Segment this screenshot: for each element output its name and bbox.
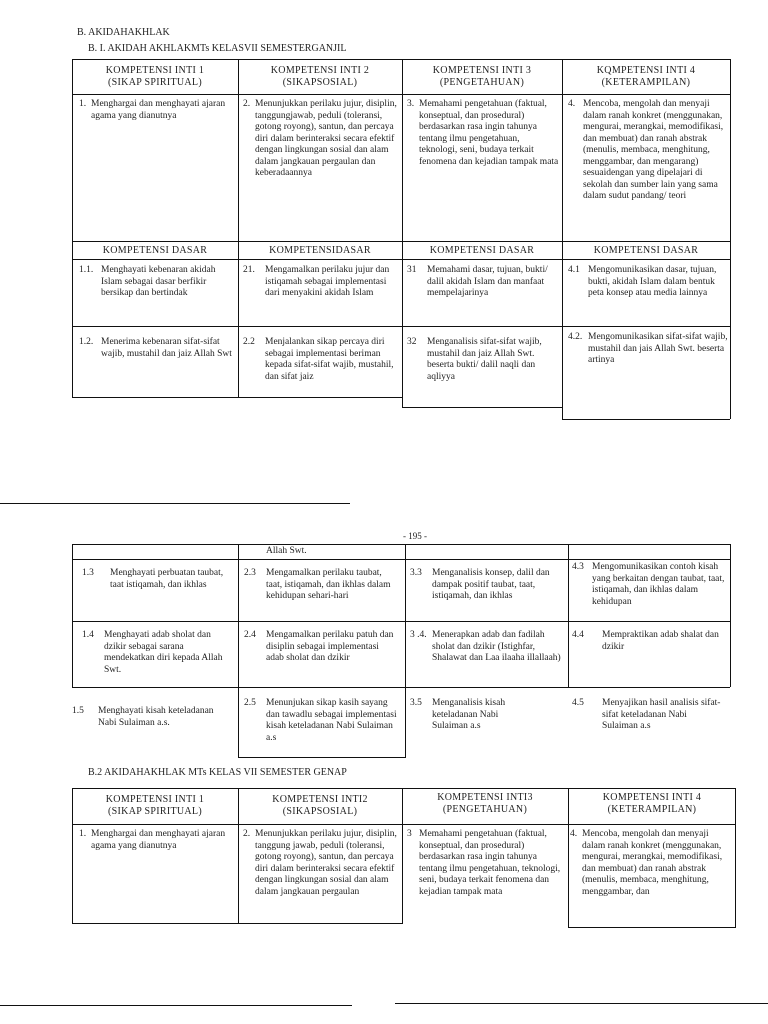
- kd-3-1: 31 Memahami dasar, tujuan, bukti/ dalil akidah Islam dan manfaat mempelajarinya: [407, 265, 548, 298]
- section-title: B. AKIDAHAKHLAK: [77, 27, 170, 38]
- kd-3-4: 3 .4. Menerapkan adab dan fadilah sholat dan dzikir (Istighfar, Shalawat dan Laa ilaaha illallaah): [410, 630, 561, 663]
- kd-1-4: 1.4 Menghayati adab sholat dan dzikir sebagai sarana mendekatkan diri kepada Allah Swt.: [82, 630, 223, 675]
- kd-2-5: 2.5 Menunjukan sikap kasih sayang dan tawadlu sebagai implementasi kisah keteladanan Nabi Sulaiman a.s: [244, 698, 397, 743]
- kd-1-1: 1.1. Menghayati kebenaran akidah Islam sebagai dasar berfikir bersikap dan bertindak: [79, 265, 216, 298]
- b2-ki2-content: 2. Menunjukkan perilaku jujur, disiplin, tanggung jawab, peduli (toleransi, gotong royong), santun, dan percaya diri dalam berinteraksi secara efektif dengan lingkungan sosial dan alam dalam jangkauan pergaulan: [243, 829, 397, 897]
- kd-4-3: 4.3 Mengomunikasikan contoh kisah yang berkaitan dengan taubat, taat, istiqamah, dan ikhlas dalam kehidupan: [572, 562, 725, 607]
- b2-ki3-content: 3 Memahami pengetahuan (faktual, konseptual, dan prosedural) berdasarkan rasa ingin tahunya tentang ilmu pengetahuan, teknologi, seni, budaya terkait fenomena dan kejadian tampak mata: [407, 829, 561, 897]
- kd-2-4: 2.4 Mengamalkan perilaku patuh dan disiplin sebagai implementasi adab sholat dan dzikir: [244, 630, 394, 663]
- kd-4-5: 4.5 Menyajikan hasil analisis sifat-sifat keteladanan Nabi Sulaiman a.s: [572, 698, 721, 731]
- kd2-header: KOMPETENSIDASAR: [269, 245, 371, 256]
- kd-3-3: 3.3 Menganalisis konsep, dalil dan dampak positif taubat, taat, istiqamah, dan ikhlas: [410, 568, 550, 601]
- kd-2-2: 2.2 Menjalankan sikap percaya diri sebagai implementasi beriman kepada sifat-sifat wajib, mustahil, dan sifat jaiz: [243, 337, 394, 382]
- kd-2-3: 2.3 Mengamalkan perilaku taubat, taat, istiqamah, dan ikhlas dalam kehidupan sehari-hari: [244, 568, 391, 601]
- kd-4-2: 4.2. Mengomunikasikan sifat-sifat wajib, mustahil dan jais Allah Swt. beserta artinya: [568, 332, 728, 365]
- kd-2-1: 21. Mengamalkan perilaku jujur dan istiqamah sebagai implementasi dari menyakini akidah Islam: [243, 265, 390, 298]
- ki3-header: KOMPETENSI INTI 3 (PENGETAHUAN): [432, 65, 532, 88]
- kd1-header: KOMPETENSI DASAR: [102, 245, 208, 256]
- kd4-header: KOMPETENSI DASAR: [593, 245, 699, 256]
- b2-ki3-header: KOMPETENSI INTI3 (PENGETAHUAN): [437, 792, 533, 815]
- b2-ki2-header: KOMPETENSI INTI2 (SIKAPSOSIAL): [272, 794, 368, 817]
- section-b2-title: B.2 AKIDAHAKHLAK MTs KELAS VII SEMESTER GENAP: [88, 767, 347, 778]
- kd3-header: KOMPETENSI DASAR: [429, 245, 535, 256]
- page-number: - 195 -: [403, 531, 427, 541]
- ki1-header: KOMPETENSI INTI 1 (SIKAP SPIRITUAL): [105, 65, 205, 88]
- ki4-content: 4. Mencoba, mengolah dan menyaji dalam ranah konkret (menggunakan, mengurai, merangkai, memodifikasi, dan membuat) dan ranah abstrak (menulis, membaca, menghitung, menggambar, dan mengarang) sesuaidengan yang dipelajari di sekolah dan sumber lain yang sama dalam sudut pandang/ teori: [568, 99, 724, 201]
- ki1-content: 1. Menghargai dan menghayati ajaran agama yang dianutnya: [79, 99, 226, 121]
- b2-ki1-content: 1. Menghargai dan menghayati ajaran agama yang dianutnya: [79, 829, 226, 851]
- b2-ki1-header: KOMPETENSI INTI 1 (SIKAP SPIRITUAL): [105, 794, 205, 817]
- b2-ki4-header: KOMPETENSI INTI 4 (KETERAMPILAN): [602, 792, 702, 815]
- ki2-content: 2. Menunjukkan perilaku jujur, disiplin, tanggungjawab, peduli (toleransi, gotong royong), santun, dan percaya diri dalam berinteraksi secara efektif dengan lingkungan sosial dan alam dalam jangkauan pergaulan dan keberadaannya: [243, 99, 397, 178]
- ki3-content: 3. Memahami pengetahuan (faktual, konseptual, dan prosedural) berdasarkan rasa ingin tahunya tentang ilmu pengetahuan, teknologi, seni, budaya terkait fenomena dan kejadian tampak mata: [407, 99, 559, 167]
- kd-4-4: 4.4 Mempraktikan adab shalat dan dzikir: [572, 630, 719, 652]
- b2-ki4-content: 4. Mencoba, mengolah dan menyaji dalam ranah konkret (menggunakan, mengurai, merangkai, memodifikasi, dan membuat) dan ranah abstrak (menulis, membaca, menghitung, menggambar, dan: [570, 829, 723, 897]
- kd-3-5: 3.5 Menganalisis kisah keteladanan Nabi Sulaiman a.s: [410, 698, 506, 731]
- kd-3-2: 32 Menganalisis sifat-sifat wajib, mustahil dan jaiz Allah Swt. beserta bukti/ dalil naqli dan aqliyya: [407, 337, 542, 382]
- kd-4-1: 4.1 Mengomunikasikan dasar, tujuan, bukti, akidah Islam dalam bentuk peta konsep atau media lainnya: [568, 265, 717, 298]
- ki4-header: KQMPETENSI INTI 4 (KETERAMPILAN): [596, 65, 696, 88]
- kd-1-2: 1.2. Menerima kebenaran sifat-sifat wajib, mustahil dan jaiz Allah Swt: [79, 337, 232, 359]
- kd-1-5: 1.5 Menghayati kisah keteladanan Nabi Sulaiman a.s.: [72, 706, 214, 728]
- kd-1-3: 1.3 Menghayati perbuatan taubat, taat istiqamah, dan ikhlas: [82, 568, 224, 590]
- carry-over-text: Allah Swt.: [266, 546, 307, 556]
- section-subtitle: B. I. AKIDAH AKHLAKMTs KELASVII SEMESTERGANJIL: [88, 43, 347, 54]
- ki2-header: KOMPETENSI INTI 2 (SIKAPSOSIAL): [270, 65, 370, 88]
